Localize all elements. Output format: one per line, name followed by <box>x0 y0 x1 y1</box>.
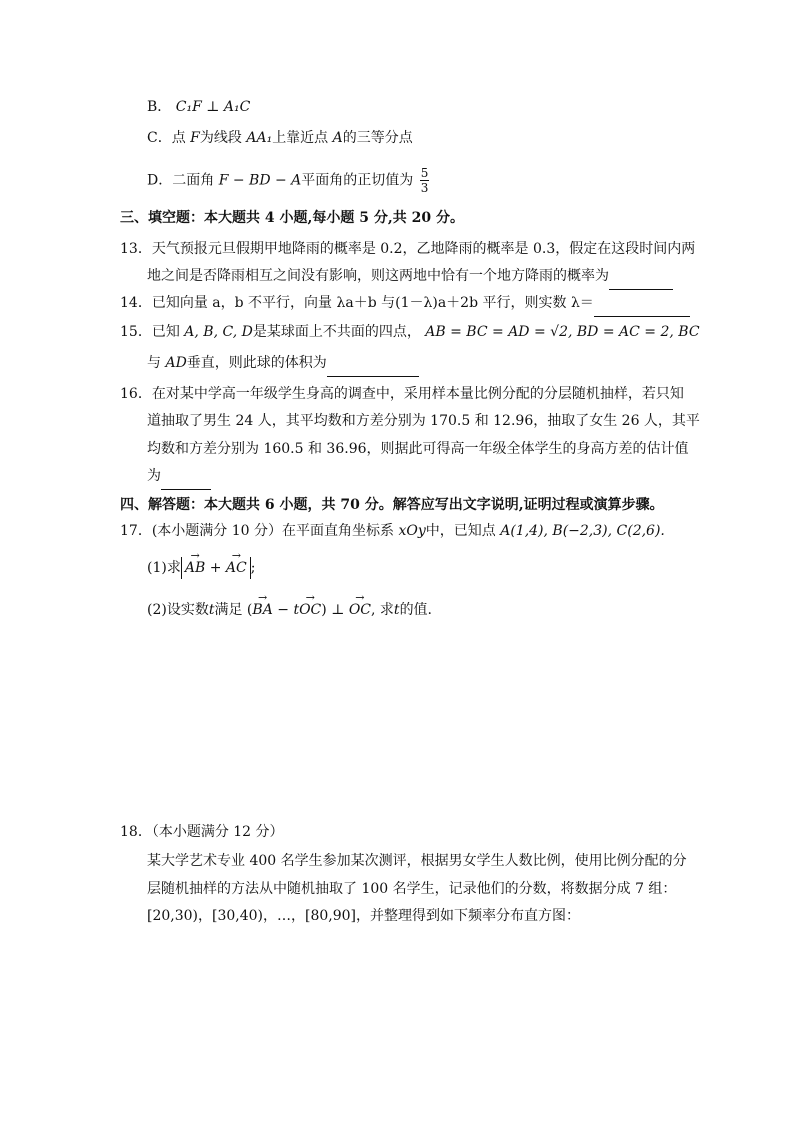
q15-text: 垂直，则此球的体积为 <box>186 355 327 371</box>
q15-line1 <box>120 322 700 342</box>
option-c <box>147 128 413 148</box>
fraction <box>420 166 430 195</box>
vector-oc: → OC <box>299 600 321 620</box>
answer-blank <box>594 296 690 317</box>
answer-blank <box>161 469 211 490</box>
q17-points: A(1,4), B(−2,3), C(2,6). <box>500 523 665 539</box>
q13-line1 <box>120 239 695 259</box>
q17-text: ) ⊥ <box>321 602 349 618</box>
q17-text: , 求 <box>371 602 394 618</box>
q17-text: 的值. <box>399 602 433 618</box>
q17-part2 <box>147 600 432 620</box>
option-b-expr: C₁F ⊥ A₁C <box>175 99 251 115</box>
question-number: 16． <box>120 386 152 402</box>
option-b <box>147 97 250 117</box>
q17-text: (2)设实数 <box>147 602 209 618</box>
q17-math: − t <box>272 602 300 618</box>
q17-text: (1)求 <box>147 560 181 576</box>
q15-math: AD <box>165 355 187 371</box>
fraction-numerator: 5 <box>420 166 429 180</box>
option-c-label: C． <box>147 130 172 146</box>
section-3-heading: 三、填空题：本大题共 4 小题,每小题 5 分,共 20 分。 <box>120 210 464 226</box>
q17-line <box>120 521 665 541</box>
question-number: 15． <box>120 324 152 340</box>
option-d-text: 二面角 <box>172 172 215 189</box>
q16-line1 <box>120 384 684 404</box>
q13-line2 <box>147 266 673 290</box>
vector-ba: → BA <box>252 600 272 620</box>
q16-line3: 均数和方差分别为 160.5 和 36.96，则据此可得高一年级全体学生的身高方差的估计值 <box>147 441 689 457</box>
q13-text: 天气预报元旦假期甲地降雨的概率是 0.2，乙地降雨的概率是 0.3，假定在这段时间内两 <box>151 241 696 257</box>
option-c-var: AA₁ <box>246 130 273 146</box>
q17-math: xOy <box>398 523 426 539</box>
option-c-text: 上靠近点 <box>272 130 329 146</box>
q17-text: 满足 ( <box>214 602 253 618</box>
answer-blank <box>327 356 419 377</box>
q17-math: t <box>393 602 400 618</box>
option-d-text: 平面角的正切值为 <box>301 172 414 189</box>
option-d-label: D． <box>147 172 173 189</box>
option-c-text: 点 <box>171 130 186 146</box>
option-c-text: 的三等分点 <box>342 130 413 146</box>
vector-ac: → AC <box>226 557 247 579</box>
option-c-text: 为线段 <box>199 130 242 146</box>
q18-line1: 某大学艺术专业 400 名学生参加某次测评，根据男女学生人数比例，使用比例分配的分 <box>147 853 687 869</box>
vector-ab: → AB <box>185 557 205 579</box>
q18-text: （本小题满分 12 分） <box>151 824 284 840</box>
question-number: 13． <box>120 241 152 257</box>
q18-line3: [20,30)，[30,40)，…，[80,90]，并整理得到如下频率分布直方图： <box>147 908 581 924</box>
q17-text: (本小题满分 10 分）在平面直角坐标系 <box>151 523 395 539</box>
question-number: 18． <box>120 824 152 840</box>
plus-sign: + <box>205 560 226 576</box>
q16-text: 在对某中学高一年级学生身高的调查中，采用样本量比例分配的分层随机抽样，若只知 <box>151 386 684 402</box>
q17-math: t <box>208 602 215 618</box>
q16-line4 <box>147 466 211 490</box>
option-c-var: F <box>190 130 200 146</box>
q15-math: A, B, C, D <box>184 324 253 340</box>
q14-line <box>120 293 690 317</box>
option-d-expr: F − BD − A <box>218 172 302 189</box>
q17-part1 <box>147 557 255 579</box>
q18-heading <box>120 822 284 842</box>
q16-text: 为 <box>147 468 161 484</box>
option-d <box>147 166 429 195</box>
q13-text: 地之间是否降雨相互之间没有影响，则这两地中恰有一个地方降雨的概率为 <box>147 268 609 284</box>
q18-line2: 层随机抽样的方法从中随机抽取了 100 名学生，记录他们的分数，将数据分成 7 组： <box>147 881 677 897</box>
vector-oc: → OC <box>349 600 371 620</box>
section-4-heading: 四、解答题：本大题共 6 小题，共 70 分。解答应写出文字说明,证明过程或演算步骤。 <box>120 497 664 513</box>
q15-text: 已知 <box>151 324 180 340</box>
q15-math: AB = BC = AD = √2, BD = AC = 2, BC <box>425 324 700 340</box>
option-b-label: B． <box>147 99 172 115</box>
q15-text: 与 <box>147 355 161 371</box>
vector-magnitude <box>181 557 251 579</box>
question-number: 17． <box>120 523 152 539</box>
q14-text: 已知向量 a，b 不平行，向量 λa＋b 与(1－λ)a＋2b 平行，则实数 λ＝ <box>151 295 594 311</box>
q17-text: ; <box>250 560 256 576</box>
option-c-var: A <box>332 130 343 146</box>
fraction-denominator: 3 <box>420 181 429 195</box>
question-number: 14． <box>120 295 152 311</box>
q16-line2: 道抽取了男生 24 人，其平均数和方差分别为 170.5 和 12.96，抽取了女生 26 人，其平 <box>147 413 700 429</box>
q15-text: 是某球面上不共面的四点， <box>252 324 421 340</box>
answer-blank <box>609 269 673 290</box>
q15-line2 <box>147 353 419 377</box>
q17-text: 中，已知点 <box>425 523 496 539</box>
